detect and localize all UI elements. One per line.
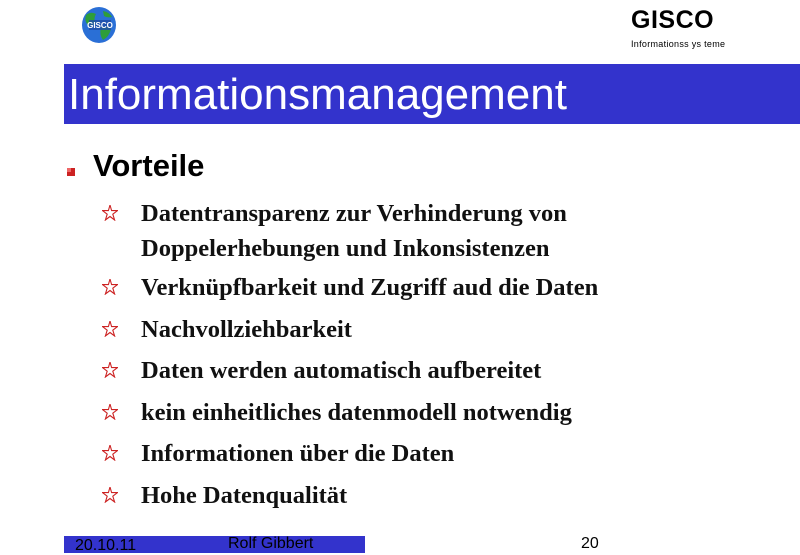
gisco-logo [79, 5, 119, 45]
bullet-item-text: Nachvollziehbarkeit [141, 316, 352, 343]
square-bullet-icon [67, 163, 75, 171]
star-bullet-icon [102, 205, 118, 221]
bullet-item-text: Datentransparenz zur Verhinderung von [141, 200, 567, 227]
slide-title: Informationsmanagement [68, 70, 567, 119]
section-heading: Vorteile [93, 148, 205, 183]
logo-text: GISCO [87, 21, 113, 30]
bullet-item-text: Daten werden automatisch aufbereitet [141, 357, 542, 384]
bullet-item-text: Informationen über die Daten [141, 440, 455, 467]
star-bullet-icon [102, 362, 118, 378]
star-bullet-icon [102, 404, 118, 420]
brand-subtitle: Informationss ys teme [631, 39, 726, 49]
page-number: 20 [581, 535, 599, 552]
star-bullet-icon [102, 487, 118, 503]
bullet-item-text: Verknüpfbarkeit und Zugriff aud die Daten [141, 274, 599, 301]
bullet-item-text: Doppelerhebungen und Inkonsistenzen [141, 235, 550, 262]
bullet-item-text: Hohe Datenqualität [141, 482, 348, 509]
bullet-item-text: kein einheitliches datenmodell notwendig [141, 399, 572, 426]
star-bullet-icon [102, 279, 118, 295]
brand-name: GISCO [631, 6, 715, 34]
footer-date: 20.10.11 [75, 537, 137, 554]
globe-icon [79, 5, 119, 45]
star-bullet-icon [102, 321, 118, 337]
star-bullet-icon [102, 445, 118, 461]
footer-author: Rolf Gibbert [228, 535, 314, 552]
